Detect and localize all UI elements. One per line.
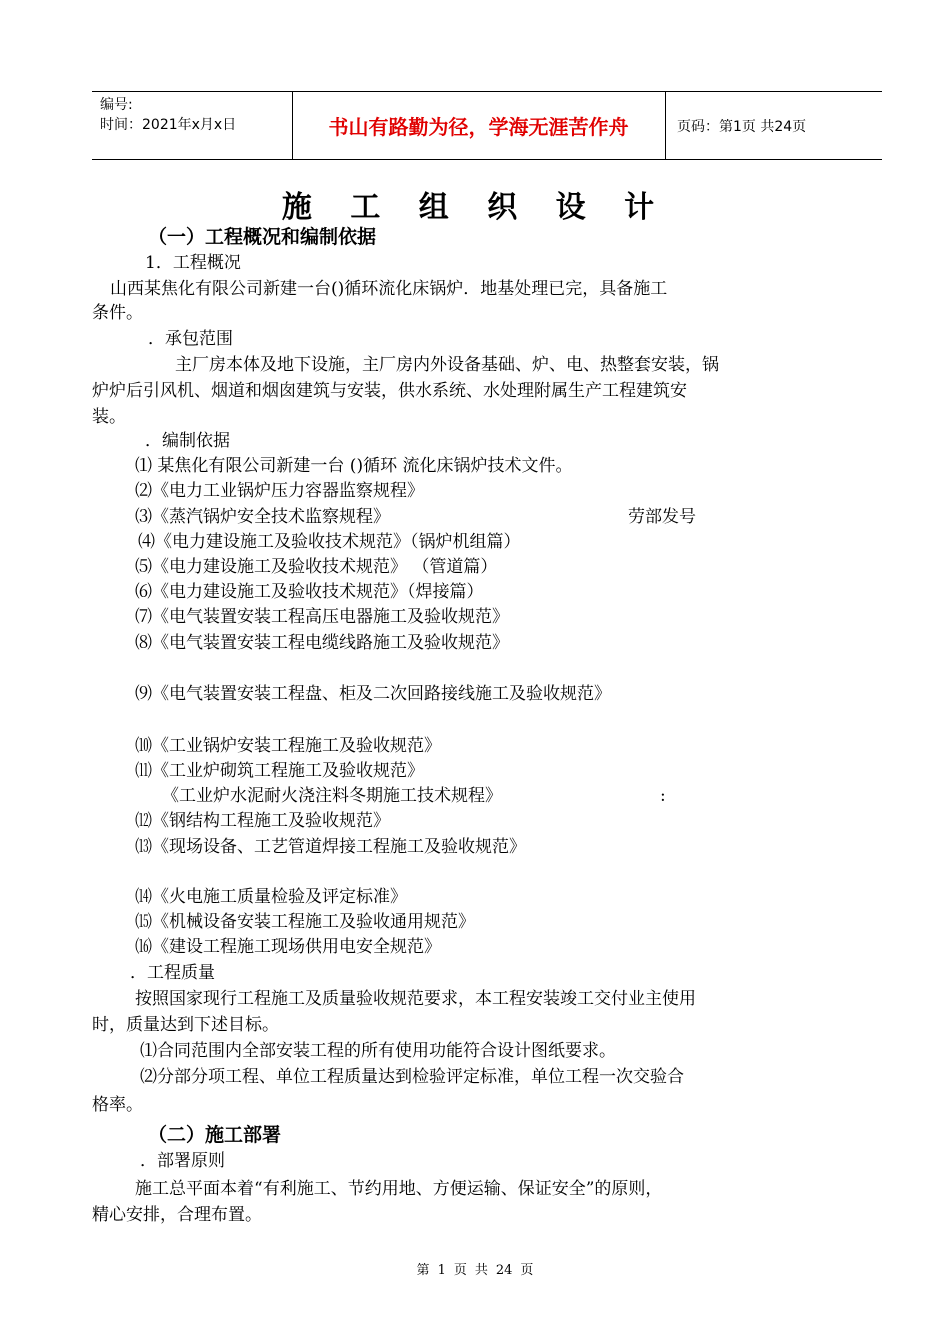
list-item: ⒂《机械设备安装工程施工及验收通用规范》 [135, 912, 475, 932]
list-item: ⑷《电力建设施工及验收技术规范》（锅炉机组篇） [138, 532, 521, 552]
number-label: 编号: [100, 97, 133, 113]
list-item: ⑴合同范围内全部安装工程的所有使用功能符合设计图纸要求。 [140, 1041, 616, 1061]
footer-text: 页 [520, 1263, 534, 1278]
paragraph-line: 按照国家现行工程施工及质量验收规范要求，本工程安装竣工交付业主使用 [135, 989, 696, 1009]
list-item: ⑵分部分项工程、单位工程质量达到检验评定标准，单位工程一次交验合 [140, 1067, 684, 1087]
footer-text: 共 [474, 1263, 488, 1278]
paragraph-line: 炉炉后引风机、烟道和烟囱建筑与安装，供水系统、水处理附属生产工程建筑安 [92, 381, 687, 401]
list-item: ⒃《建设工程施工现场供用电安全规范》 [135, 937, 441, 957]
list-item: ⑼《电气装置安装工程盘、柜及二次回路接线施工及验收规范》 [135, 684, 611, 704]
footer-page-number: 1 [437, 1263, 446, 1278]
subheading-quality: ．工程质量 [130, 963, 215, 983]
paragraph-line: 条件。 [92, 303, 143, 323]
list-item: ⑶《蒸汽锅炉安全技术监察规程》 [135, 507, 390, 527]
footer-total-pages: 24 [495, 1263, 513, 1278]
motto: 书山有路勤为径，学海无涯苦作舟 [292, 92, 666, 159]
paragraph-line: 山西某焦化有限公司新建一台()循环流化床锅炉．地基处理已完，具备施工 [110, 279, 668, 299]
paragraph-line: 格率。 [92, 1095, 143, 1115]
header-table [92, 91, 882, 160]
page-footer [0, 1259, 950, 1278]
paragraph-line: 施工总平面本着“有利施工、节约用地、方便运输、保证安全”的原则， [135, 1179, 663, 1199]
paragraph-line: 主厂房本体及地下设施，主厂房内外设备基础、炉、电、热整套安装，锅 [175, 355, 719, 375]
list-item: ⒁《火电施工质量检验及评定标准》 [135, 887, 407, 907]
subheading-scope: ．承包范围 [148, 329, 233, 349]
list-item: ⑸《电力建设施工及验收技术规范》 （管道篇） [135, 557, 498, 577]
paragraph-line: 时，质量达到下述目标。 [92, 1015, 279, 1035]
paragraph-line: 精心安排，合理布置。 [92, 1205, 262, 1225]
list-item: ⑵《电力工业锅炉压力容器监察规程》 [135, 481, 424, 501]
section-heading-1: （一）工程概况和编制依据 [148, 226, 377, 248]
list-item-note: 劳部发号 [628, 507, 696, 527]
list-item: ⑿《钢结构工程施工及验收规范》 [135, 811, 390, 831]
subheading-overview: 1．工程概况 [145, 253, 241, 273]
list-item: ⒀《现场设备、工艺管道焊接工程施工及验收规范》 [135, 837, 526, 857]
page-info: 页码：第1页 共24页 [677, 118, 807, 135]
header-left-cell [92, 92, 293, 159]
subheading-basis: ．编制依据 [145, 431, 230, 451]
section-heading-2: （二）施工部署 [148, 1124, 282, 1146]
list-item-note: : [660, 786, 666, 806]
list-item: ⑹《电力建设施工及验收技术规范》（焊接篇） [135, 582, 484, 602]
page-title: 施 工 组 织 设 计 [281, 190, 669, 225]
list-item: ⑾《工业炉砌筑工程施工及验收规范》 [135, 761, 424, 781]
list-item: ⑽《工业锅炉安装工程施工及验收规范》 [135, 736, 441, 756]
subheading-principle: ．部署原则 [140, 1151, 225, 1171]
list-item: ⑻《电气装置安装工程电缆线路施工及验收规范》 [135, 633, 509, 653]
paragraph-line: 装。 [92, 407, 126, 427]
footer-text: 页 [453, 1263, 467, 1278]
list-item: 《工业炉水泥耐火浇注料冬期施工技术规程》 [162, 786, 502, 806]
time-label: 时间：2021年x月x日 [100, 117, 237, 133]
list-item: ⑴ 某焦化有限公司新建一台 ()循环 流化床锅炉技术文件。 [135, 456, 573, 476]
list-item: ⑺《电气装置安装工程高压电器施工及验收规范》 [135, 607, 509, 627]
footer-text: 第 [416, 1263, 430, 1278]
